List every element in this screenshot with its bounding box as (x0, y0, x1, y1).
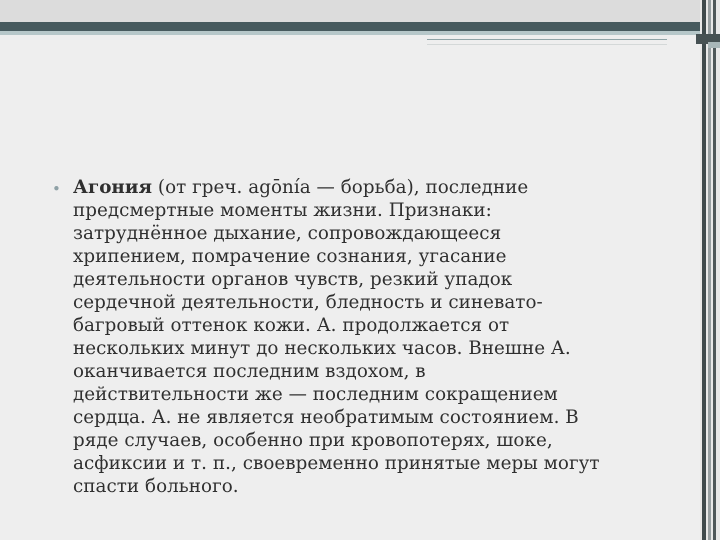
right-light-stripe (708, 0, 711, 540)
text-line: действительности же — последним сокращением (73, 384, 558, 405)
text-line: предсмертные моменты жизни. Признаки: (73, 200, 492, 221)
slide-text-block (52, 176, 682, 498)
text-line: затруднённое дыхание, сопровождающееся (73, 223, 502, 244)
text-line: сердечной деятельности, бледность и синевато- (73, 292, 543, 313)
definition-text (73, 176, 693, 498)
text-line: хрипением, помрачение сознания, угасание (73, 246, 507, 267)
top-accent-stripe (0, 31, 700, 35)
text-line: (от греч. agōnía — борьба), последние (152, 177, 529, 198)
top-accent-line (427, 44, 667, 45)
right-dark-stripe (702, 0, 706, 540)
term-title: Агония (73, 177, 153, 198)
bullet-mark: • (52, 180, 61, 198)
text-line: спасти больного. (73, 476, 239, 497)
text-line: багровый оттенок кожи. А. продолжается от (73, 315, 510, 336)
text-line (73, 176, 693, 199)
text-line: асфиксии и т. п., своевременно принятые меры могут (73, 453, 600, 474)
text-line: деятельности органов чувств, резкий упадок (73, 269, 513, 290)
top-dark-stripe (0, 22, 700, 31)
top-band (0, 0, 720, 22)
text-line: сердца. А. не является необратимым состоянием. В (73, 407, 579, 428)
top-accent-line (427, 39, 667, 40)
text-line: оканчивается последним вздохом, в (73, 361, 426, 382)
corner-accent (708, 42, 720, 48)
text-line: нескольких минут до нескольких часов. Внешне А. (73, 338, 571, 359)
text-line: ряде случаев, особенно при кровопотерях, шоке, (73, 430, 553, 451)
right-dark-stripe (713, 0, 716, 540)
